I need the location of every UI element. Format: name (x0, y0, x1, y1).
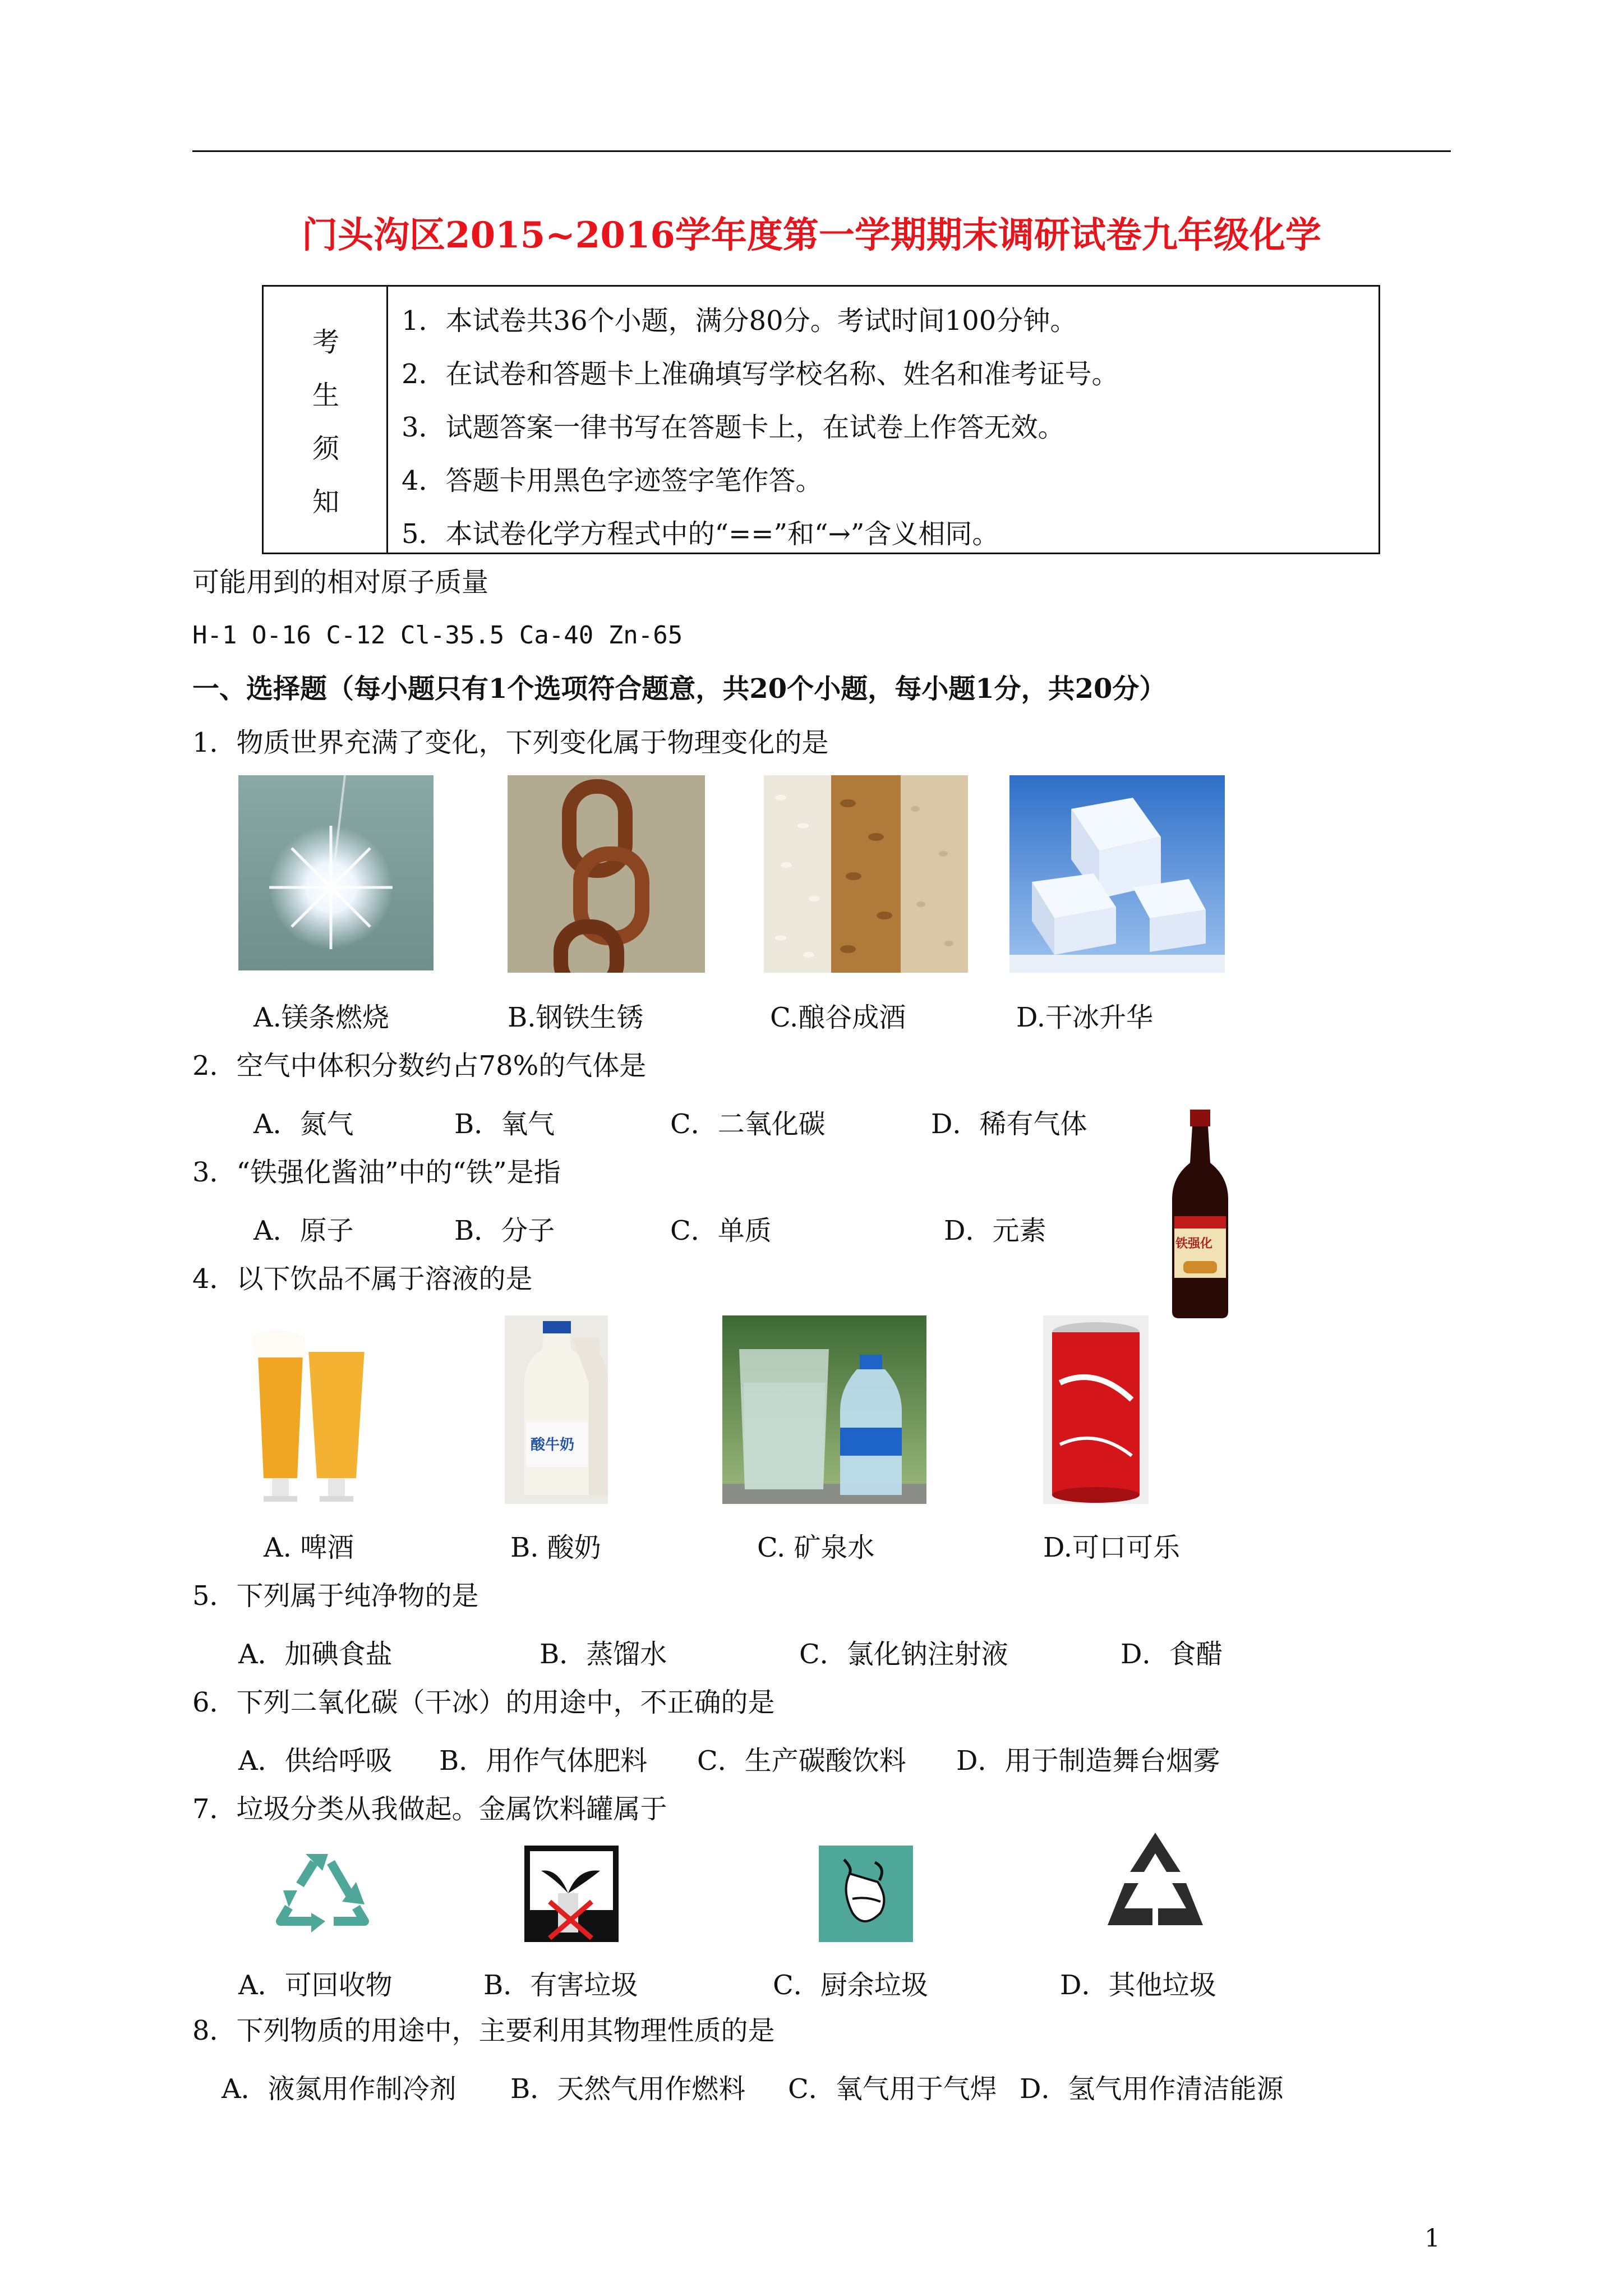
q2-option-d: D．稀有气体 (931, 1108, 1087, 1140)
q5-option-a: A．加碘食盐 (238, 1639, 393, 1670)
q4-option-d: D.可口可乐 (1043, 1532, 1181, 1563)
q3-option-a: A．原子 (253, 1215, 354, 1246)
q4-option-c: C. 矿泉水 (757, 1532, 875, 1563)
q8-option-c: C．氧气用于气焊 (788, 2073, 997, 2105)
q7-option-c: C．厨余垃圾 (773, 1970, 928, 2001)
header-rule (192, 150, 1451, 152)
grains-image (764, 775, 968, 973)
notice-side-char: 知 (312, 486, 339, 518)
dry-ice-image (1009, 775, 1225, 973)
recyclable-icon (272, 1848, 373, 1941)
q8-option-d: D．氢气用作清洁能源 (1020, 2073, 1284, 2105)
notice-side-char: 须 (312, 433, 339, 464)
notice-line: 5．本试卷化学方程式中的“==”和“→”含义相同。 (402, 518, 999, 550)
q5-option-d: D．食醋 (1121, 1639, 1223, 1670)
q5-option-c: C．氯化钠注射液 (799, 1639, 1008, 1670)
q7-option-a: A．可回收物 (238, 1970, 393, 2001)
notice-line: 3．试题答案一律书写在答题卡上，在试卷上作答无效。 (402, 412, 1065, 443)
q8-option-b: B．天然气用作燃料 (510, 2073, 746, 2105)
question-1-stem: 1．物质世界充满了变化，下列变化属于物理变化的是 (192, 727, 829, 758)
q3-option-c: C．单质 (670, 1215, 772, 1246)
notice-side-char: 考 (312, 326, 339, 358)
question-5-stem: 5．下列属于纯净物的是 (192, 1580, 479, 1612)
iron-fortified-soy-sauce-image (1166, 1110, 1234, 1318)
q2-option-a: A．氮气 (253, 1108, 354, 1140)
question-6-stem: 6．下列二氧化碳（干冰）的用途中，不正确的是 (192, 1687, 775, 1718)
hazardous-waste-icon (524, 1846, 619, 1942)
q8-option-a: A．液氮用作制冷剂 (222, 2073, 457, 2105)
rusty-chain-image (508, 775, 705, 973)
notice-line: 4．答题卡用黑色字迹签字笔作答。 (402, 465, 823, 496)
q5-option-b: B．蒸馏水 (540, 1639, 667, 1670)
bottle-label: 铁强化 (1175, 1237, 1213, 1251)
notice-line: 1．本试卷共36个小题，满分80分。考试时间100分钟。 (402, 305, 1077, 337)
q6-option-b: B．用作气体肥料 (439, 1745, 648, 1777)
q6-option-c: C．生产碳酸饮料 (697, 1745, 906, 1777)
notice-side-label (264, 287, 388, 553)
cola-can-image (1043, 1315, 1149, 1504)
notice-line: 2．在试卷和答题卡上准确填写学校名称、姓名和准考证号。 (402, 358, 1119, 390)
q2-option-c: C．二氧化碳 (670, 1108, 826, 1140)
q1-option-b: B.钢铁生锈 (508, 1002, 644, 1033)
mineral-water-image (722, 1315, 926, 1504)
question-8-stem: 8．下列物质的用途中，主要利用其物理性质的是 (192, 2015, 775, 2046)
q1-option-d: D.干冰升华 (1016, 1002, 1154, 1033)
kitchen-waste-icon (819, 1846, 913, 1942)
q2-option-b: B．氧气 (454, 1108, 555, 1140)
section-heading: 一、选择题（每小题只有1个选项符合题意，共20个小题，每小题1分，共20分） (192, 673, 1166, 705)
q1-option-a: A.镁条燃烧 (253, 1002, 389, 1033)
magnesium-burning-image (238, 775, 434, 970)
q6-option-d: D．用于制造舞台烟雾 (956, 1745, 1220, 1777)
page-number: 1 (1424, 2224, 1440, 2253)
other-waste-icon (1102, 1830, 1209, 1942)
question-4-stem: 4．以下饮品不属于溶液的是 (192, 1263, 533, 1295)
q3-option-d: D．元素 (944, 1215, 1046, 1246)
q3-option-b: B．分子 (454, 1215, 555, 1246)
exam-title: 门头沟区2015~2016学年度第一学期期末调研试卷九年级化学 (302, 214, 1321, 256)
q4-option-b: B. 酸奶 (510, 1532, 601, 1563)
notice-side-char: 生 (312, 380, 339, 411)
exam-notice-box (262, 285, 1380, 554)
question-7-stem: 7．垃圾分类从我做起。金属饮料罐属于 (192, 1793, 667, 1825)
question-3-stem: 3．“铁强化酱油”中的“铁”是指 (192, 1157, 561, 1188)
q4-option-a: A. 啤酒 (264, 1532, 354, 1563)
yogurt-image (505, 1315, 608, 1504)
yogurt-label: 酸牛奶 (531, 1437, 575, 1453)
notice-lines (402, 295, 1119, 561)
question-2-stem: 2．空气中体积分数约占78%的气体是 (192, 1050, 647, 1082)
q1-option-c: C.酿谷成酒 (770, 1002, 906, 1033)
q7-option-d: D．其他垃圾 (1060, 1970, 1216, 2001)
q7-option-b: B．有害垃圾 (483, 1970, 638, 2001)
atomic-mass-values: H-1 O-16 C-12 Cl-35.5 Ca-40 Zn-65 (192, 621, 683, 650)
atomic-mass-label: 可能用到的相对原子质量 (192, 567, 489, 598)
q6-option-a: A．供给呼吸 (238, 1745, 393, 1777)
beer-image (241, 1315, 380, 1504)
